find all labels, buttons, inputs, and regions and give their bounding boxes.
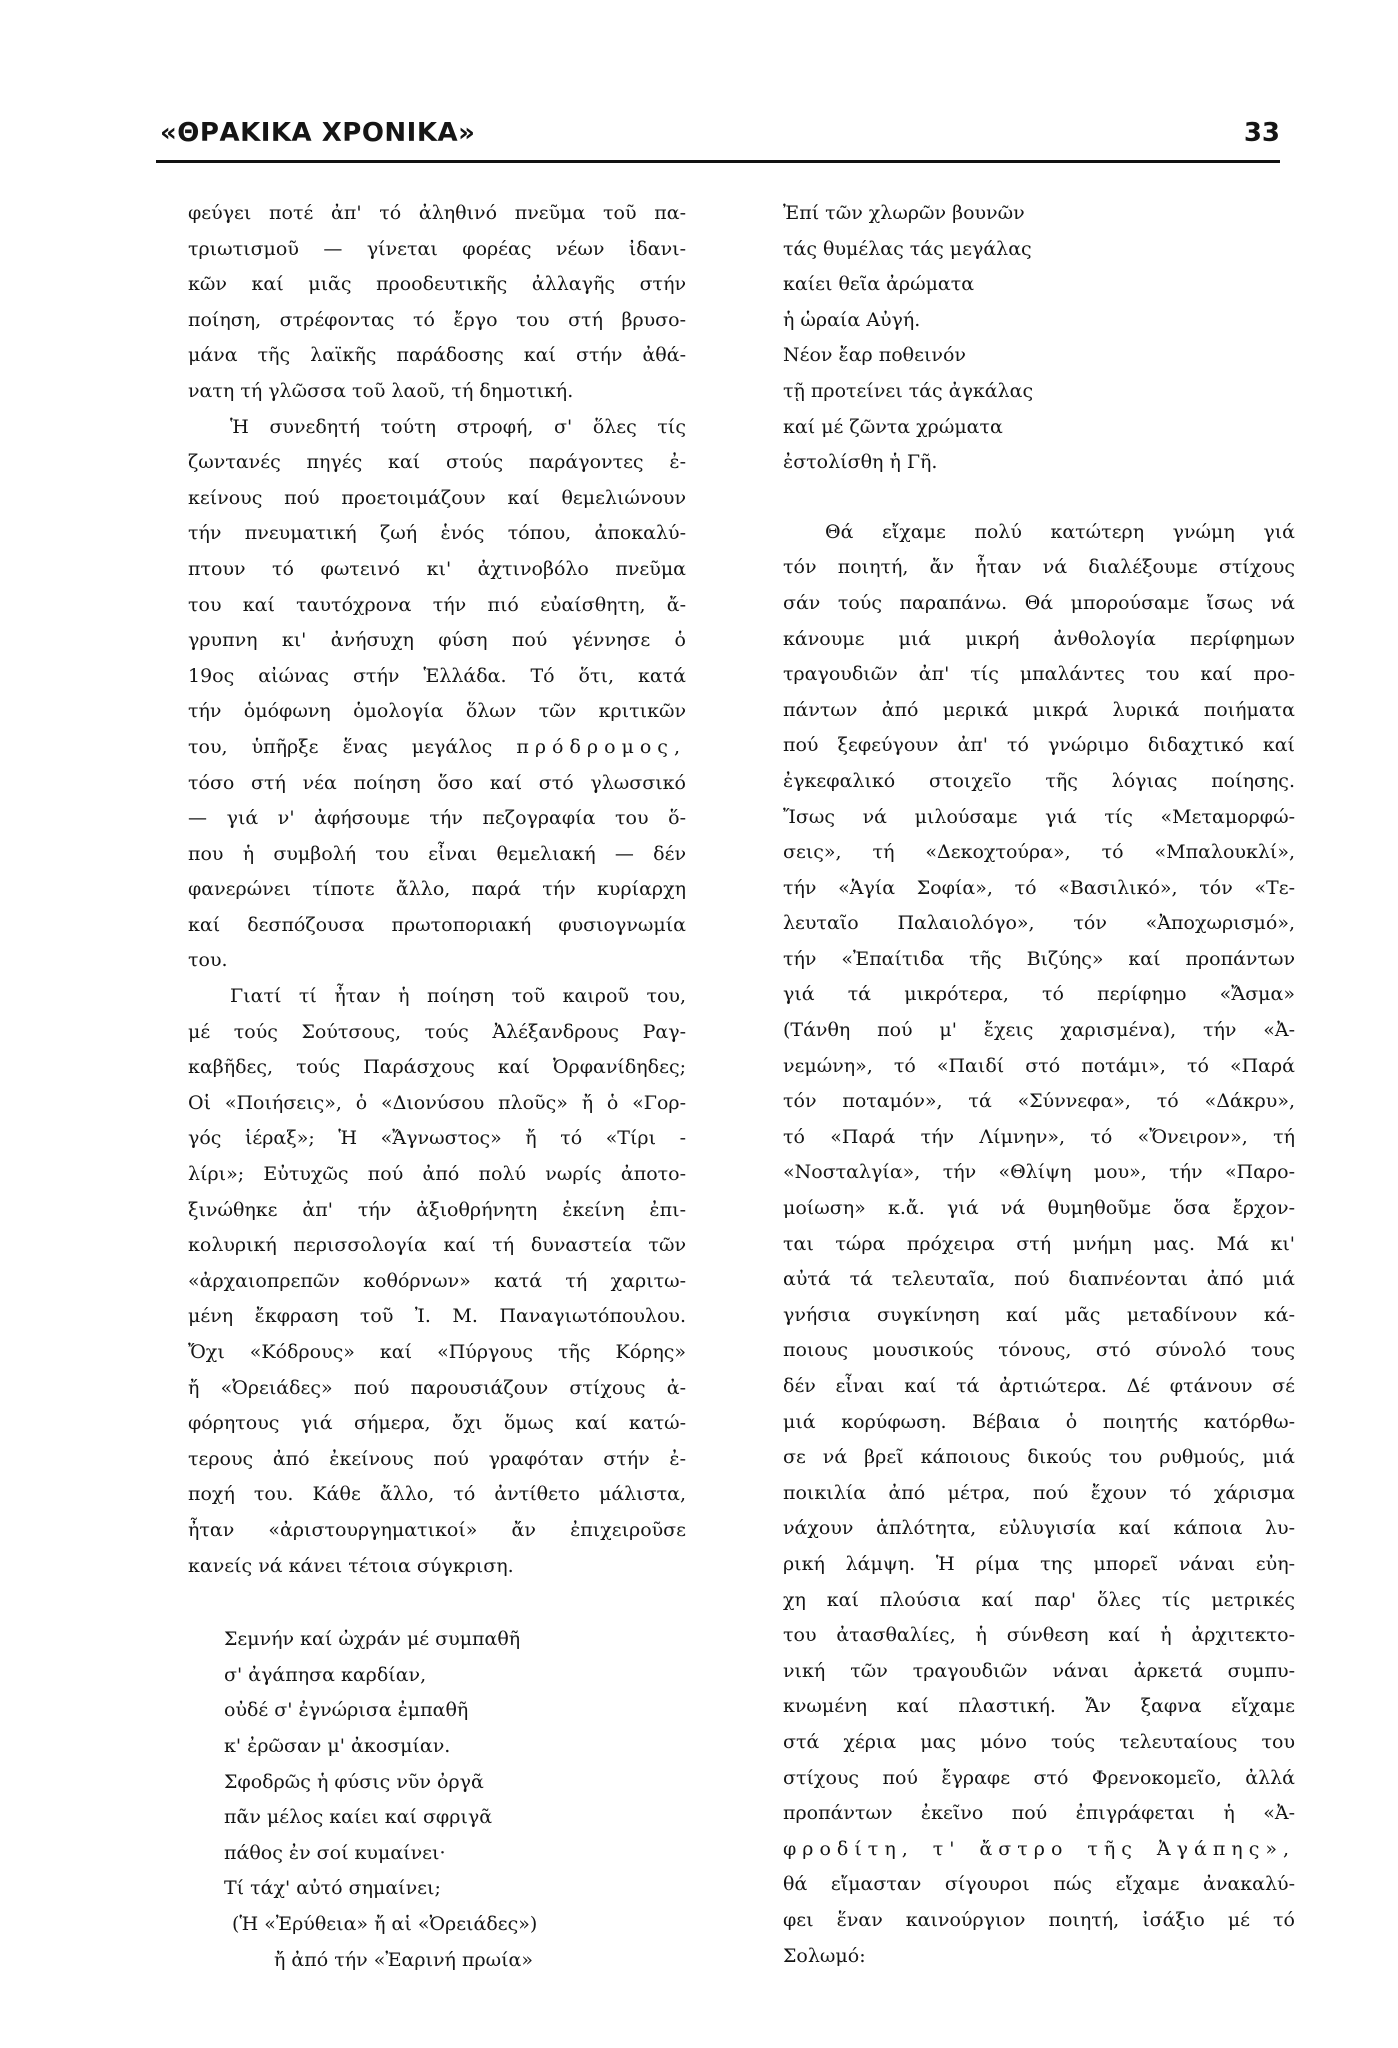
- text-line: Σολωμό:: [783, 1944, 866, 1967]
- text-line: φανερώνει τίποτε ἄλλο, παρά τήν κυρίαρχη: [188, 878, 686, 901]
- text-line: Οἱ «Ποιήσεις», ὁ «Διονύσου πλοῦς» ἤ ὁ «Γορ-: [188, 1091, 686, 1114]
- text-line: μοίωση» κ.ἄ. γιά νά θυμηθοῦμε ὅσα ἔρχον-: [783, 1197, 1295, 1220]
- text-line: ἦταν «ἀριστουργηματικοί» ἄν ἐπιχειροῦσε: [188, 1518, 686, 1541]
- text-line: του.: [188, 949, 228, 972]
- text-line: που ἡ συμβολή του εἶναι θεμελιακή — δέν: [188, 842, 686, 865]
- text-line: αὐτά τά τελευταῖα, πού διαπνέονται ἀπό μιά: [783, 1268, 1295, 1291]
- text-line: ζωντανές πηγές καί στούς παράγοντες ἐ-: [188, 451, 686, 474]
- text-line: τήν πνευματική ζωή ἑνός τόπου, ἀποκαλύ-: [188, 522, 686, 545]
- right-poem: [783, 196, 1295, 481]
- text-line: μιά κορύφωση. Βέβαια ὁ ποιητής κατόρθω-: [783, 1410, 1295, 1433]
- text-line: γνήσια συγκίνηση καί μᾶς μεταδίνουν κά-: [783, 1303, 1295, 1326]
- text-line: φεύγει ποτέ ἀπ' τό ἀληθινό πνεῦμα τοῦ πα-: [188, 202, 686, 224]
- text-line: γρυπνη κι' ἀνήσυχη φύση πού γέννησε ὁ: [188, 629, 686, 652]
- text-line: τήν ὁμόφωνη ὁμολογία ὅλων τῶν κριτικῶν: [188, 700, 686, 723]
- text-line: τό «Παρά τήν Λίμνην», τό «Ὄνειρον», τή: [783, 1125, 1295, 1148]
- text-line: δέν εἶναι καί τά ἀρτιώτερα. Δέ φτάνουν σέ: [783, 1375, 1295, 1397]
- text-line: κείνους πού προετοιμάζουν καί θεμελιώνουν: [188, 486, 686, 509]
- spaced-emphasis-word: πρόδρομος,: [516, 735, 686, 758]
- text-line: νική τῶν τραγουδιῶν νάναι ἀρκετά συμπυ-: [783, 1659, 1295, 1682]
- text-line: σάν τούς παραπάνω. Θά μπορούσαμε ἴσως νά: [783, 591, 1295, 614]
- text-line: ρική λάμψη. Ἡ ρίμα της μπορεῖ νάναι εὐη-: [783, 1552, 1295, 1575]
- running-title: «ΘΡΑΚΙΚΑ ΧΡΟΝΙΚΑ»: [160, 118, 476, 148]
- poem-line: οὐδέ σ' ἐγνώρισα ἐμπαθῆ: [224, 1699, 469, 1722]
- text-line: νάχουν ἁπλότητα, εὐλυγισία καί κάποια λυ-: [783, 1517, 1295, 1540]
- page-number: 33: [1243, 118, 1280, 148]
- poem-line: Σεμνήν καί ὠχράν μέ συμπαθῆ: [224, 1628, 521, 1651]
- text-line: μέ τούς Σούτσους, τούς Ἀλέξανδρους Ραγ-: [188, 1020, 686, 1043]
- left-paragraph-2: [188, 410, 686, 980]
- text-line: στίχους πού ἔγραφε στό Φρενοκομεῖο, ἀλλά: [783, 1766, 1295, 1789]
- text-line: γός ἱέραξ»; Ἡ «Ἄγνωστος» ἤ τό «Τίρι -: [188, 1127, 686, 1150]
- text-line: ται τώρα πρόχειρα στή μνήμη μας. Μά κι': [783, 1232, 1295, 1255]
- text-line: του ἀτασθαλίες, ἡ σύνθεση καί ἡ ἀρχιτεκτο-: [783, 1624, 1295, 1647]
- text-line: λίρι»; Εὐτυχῶς πού ἀπό πολύ νωρίς ἀποτο-: [188, 1163, 686, 1186]
- text-line: νεμώνη», τό «Παιδί στό ποτάμι», τό «Παρά: [783, 1054, 1295, 1077]
- poem-line: καί μέ ζῶντα χρώματα: [783, 415, 1003, 438]
- text-line: ποιους μουσικούς τόνους, στό σύνολό τους: [783, 1339, 1295, 1362]
- spaced-emphasis-line: φροδίτη, τ' ἄστρο τῆς Ἀγάπης»,: [783, 1837, 1295, 1860]
- text-line: του καί ταυτόχρονα τήν πιό εὐαίσθητη, ἄ-: [188, 593, 686, 616]
- text-line: θά εἴμασταν σίγουροι πώς εἴχαμε ἀνακαλύ-: [783, 1873, 1295, 1896]
- text-line: ξινώθηκε ἀπ' τήν ἀξιοθρήνητη ἐκείνη ἐπι-: [188, 1198, 686, 1221]
- text-line: χη καί πλούσια καί παρ' ὅλες τίς μετρικές: [783, 1588, 1295, 1611]
- poem-line: ἐστολίσθη ἡ Γῆ.: [783, 451, 938, 474]
- text-line: γιά τά μικρότερα, τό περίφημο «Ἄσμα»: [783, 983, 1295, 1006]
- text-line: μένη ἔκφραση τοῦ Ἰ. Μ. Παναγιωτόπουλου.: [188, 1305, 686, 1328]
- text-line: ποικιλία ἀπό μέτρα, πού ἔχουν τό χάρισμα: [783, 1481, 1295, 1504]
- text-line: καί δεσπόζουσα πρωτοποριακή φυσιογνωμία: [188, 913, 686, 936]
- text-segment: του, ὑπῆρξε ἕνας μεγάλος: [188, 735, 493, 758]
- poem-line: πάθος ἐν σοί κυμαίνει·: [224, 1841, 446, 1864]
- text-line: φει ἕναν καινούργιον ποιητή, ἰσάξιο μέ τό: [783, 1908, 1295, 1931]
- text-line: «ἀρχαιοπρεπῶν κοθόρνων» κατά τή χαριτω-: [188, 1269, 686, 1292]
- text-line: κνωμένη καί πλαστική. Ἄν ξαφνα εἴχαμε: [783, 1695, 1295, 1718]
- text-line: κῶν καί μιᾶς προοδευτικῆς ἀλλαγῆς στήν: [188, 273, 686, 296]
- poem-line: σ' ἀγάπησα καρδίαν,: [224, 1663, 427, 1686]
- text-line: ποχή του. Κάθε ἄλλο, τό ἀντίθετο μάλιστα,: [188, 1483, 686, 1506]
- text-line: κανείς νά κάνει τέτοια σύγκριση.: [188, 1554, 514, 1577]
- text-line: νατη τή γλῶσσα τοῦ λαοῦ, τή δημοτική.: [188, 379, 574, 402]
- poem-line: Νέον ἔαρ ποθεινόν: [783, 344, 966, 367]
- text-line: τερους ἀπό ἐκείνους πού γραφόταν στήν ἐ-: [188, 1447, 686, 1470]
- text-line: στά χέρια μας μόνο τούς τελευταίους του: [783, 1730, 1295, 1753]
- text-line: — γιά ν' ἀφήσουμε τήν πεζογραφία του ὅ-: [188, 807, 686, 830]
- right-column: [783, 196, 1295, 1974]
- text-line: πού ξεφεύγουν ἀπ' τό γνώριμο διδαχτικό καί: [783, 734, 1295, 757]
- text-line: τόσο στή νέα ποίηση ὅσο καί στό γλωσσικό: [188, 771, 686, 794]
- text-line: πάντων ἀπό μερικά μικρά λυρικά ποιήματα: [783, 698, 1295, 721]
- text-line: ἐγκεφαλικό στοιχεῖο τῆς λόγιας ποίησης.: [783, 769, 1295, 792]
- poem-line: Τί τάχ' αὐτό σημαίνει;: [224, 1877, 441, 1900]
- text-line: μάνα τῆς λαϊκῆς παράδοσης καί στήν ἀθά-: [188, 344, 686, 367]
- text-line: τήν «Ἐπαίτιδα τῆς Βιζύης» καί προπάντων: [783, 947, 1295, 970]
- text-line-with-spaced-word: [188, 730, 686, 766]
- poem-line: Σφοδρῶς ἡ φύσις νῦν ὀργᾶ: [224, 1770, 484, 1793]
- text-line: λευταῖο Παλαιολόγο», τόν «Ἀποχωρισμό»,: [783, 912, 1295, 935]
- text-line: τραγουδιῶν ἀπ' τίς μπαλάντες του καί προ-: [783, 663, 1295, 686]
- poem-source-note: (Ἡ «Ἐρύθεια» ἤ αἱ «Ὀρειάδες»): [232, 1912, 538, 1935]
- text-line: καβῆδες, τούς Παράσχους καί Ὀρφανίδηδες;: [188, 1056, 686, 1079]
- poem-line: πᾶν μέλος καίει καί σφριγᾶ: [224, 1806, 493, 1829]
- poem-line: τῇ προτείνει τάς ἀγκάλας: [783, 379, 1034, 402]
- text-line: ποίηση, στρέφοντας τό ἔργο του στή βρυσο-: [188, 308, 686, 331]
- text-line: (Τάνθη πού μ' ἔχεις χαρισμένα), τήν «Ἀ-: [783, 1019, 1295, 1042]
- left-poem: [188, 1622, 686, 1978]
- text-line: Γιατί τί ἦταν ἡ ποίηση τοῦ καιροῦ του,: [230, 985, 686, 1008]
- text-line: τήν «Ἁγία Σοφία», τό «Βασιλικό», τόν «Τε-: [783, 876, 1295, 899]
- left-paragraph-1: [188, 196, 686, 410]
- text-line: τριωτισμοῦ — γίνεται φορέας νέων ἰδανι-: [188, 237, 686, 260]
- text-line: Ἡ συνεδητή τούτη στροφή, σ' ὅλες τίς: [230, 415, 686, 438]
- text-line: κολυρική περισσολογία καί τή δυναστεία τῶν: [188, 1234, 686, 1257]
- text-line: σε νά βρεῖ κάποιους δικούς του ρυθμούς, μιά: [783, 1446, 1295, 1469]
- left-column: [188, 196, 686, 1978]
- text-line: Θά εἴχαμε πολύ κατώτερη γνώμη γιά: [825, 520, 1295, 543]
- text-line: τόν ποταμόν», τά «Σύννεφα», τό «Δάκρυ»,: [783, 1090, 1295, 1113]
- left-paragraph-3: [188, 979, 686, 1584]
- text-line: πτουν τό φωτεινό κι' ἀχτινοβόλο πνεῦμα: [188, 557, 686, 580]
- right-paragraph-1: [783, 515, 1295, 1974]
- text-line: Ὄχι «Κόδρους» καί «Πύργους τῆς Κόρης»: [188, 1341, 686, 1363]
- poem-source-note: ἤ ἀπό τήν «Ἐαρινή πρωία»: [274, 1948, 534, 1971]
- text-line: κάνουμε μιά μικρή ἀνθολογία περίφημων: [783, 627, 1295, 650]
- text-line: φόρητους γιά σήμερα, ὄχι ὅμως καί κατώ-: [188, 1412, 686, 1435]
- poem-line: καίει θεῖα ἀρώματα: [783, 273, 975, 296]
- header-rule: [156, 160, 1280, 163]
- text-line: τόν ποιητή, ἄν ἦταν νά διαλέξουμε στίχους: [783, 556, 1295, 579]
- poem-line: Ἐπί τῶν χλωρῶν βουνῶν: [783, 202, 1025, 224]
- section-gap: [783, 481, 1295, 515]
- text-line: 19ος αἰώνας στήν Ἑλλάδα. Τό ὅτι, κατά: [188, 664, 686, 687]
- poem-line: κ' ἐρῶσαν μ' ἀκοσμίαν.: [224, 1734, 451, 1757]
- text-line: Ἴσως νά μιλούσαμε γιά τίς «Μεταμορφώ-: [783, 805, 1295, 828]
- text-line: προπάντων ἐκεῖνο πού ἐπιγράφεται ἡ «Ἀ-: [783, 1802, 1295, 1825]
- poem-line: ἡ ὡραία Αὐγή.: [783, 308, 921, 331]
- text-line: «Νοσταλγία», τήν «Θλίψη μου», τήν «Παρο-: [783, 1161, 1295, 1184]
- text-line: σεις», τή «Δεκοχτούρα», τό «Μπαλουκλί»,: [783, 841, 1295, 864]
- text-line: ἤ «Ὀρειάδες» πού παρουσιάζουν στίχους ἀ-: [188, 1376, 686, 1399]
- poem-line: τάς θυμέλας τάς μεγάλας: [783, 237, 1032, 260]
